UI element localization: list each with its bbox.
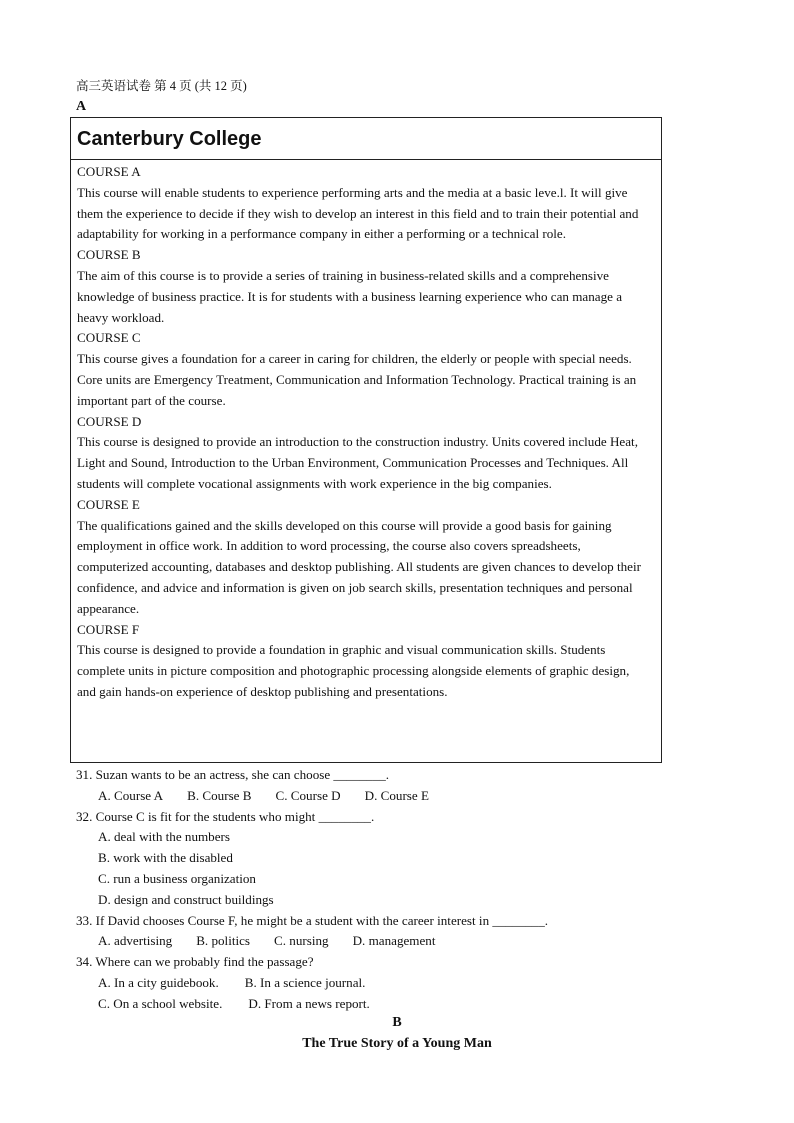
course-c-name: COURSE C xyxy=(77,330,141,346)
question-34: 34. Where can we probably find the passage? xyxy=(76,954,314,970)
question-33: 33. If David chooses Course F, he might be a student with the career interest in ________. xyxy=(76,912,549,928)
course-a-text: This course will enable students to experience performing arts and the media at a basic leve.l. It will give them the experience to decide if they wish to develop an interest in this field and to train their potential and adaptability for working in a performance company in either a performing or a technical role. xyxy=(77,184,639,242)
course-e-text: The qualifications gained and the skills developed on this course will provide a good basis for gaining employment in office work. In addition to word processing, the course also covers spreadsheets, computerized accounting, databases and desktop publishing. All students are given chances to develop their confidence, and advice and information is given on job search skills, presentation techniques and personal appearance. xyxy=(77,517,641,616)
q31-option-b: B. Course B xyxy=(187,787,252,803)
q34-option-c: C. On a school website. xyxy=(98,995,223,1011)
course-e-name: COURSE E xyxy=(77,496,140,512)
question-31-options xyxy=(76,786,676,807)
course-b-name: COURSE B xyxy=(77,247,141,263)
section-b-label: B xyxy=(392,1015,402,1030)
q31-option-a: A. Course A xyxy=(98,787,164,803)
q32-option-a: A. deal with the numbers xyxy=(98,829,230,845)
q33-option-c: C. nursing xyxy=(274,933,329,949)
course-list xyxy=(71,160,661,703)
question-34-options-row1 xyxy=(76,973,676,994)
q32-option-c: C. run a business organization xyxy=(98,870,256,886)
college-title: Canterbury College xyxy=(71,118,661,160)
course-a-name: COURSE A xyxy=(77,164,141,179)
course-f-text: This course is designed to provide a foundation in graphic and visual communication skills. Students complete units in picture composition and photographic processing alongside elements of graphic design, and gain hands-on experience of desktop publishing and presentations. xyxy=(77,642,630,699)
course-f-name: COURSE F xyxy=(77,621,140,637)
q34-option-b: B. In a science journal. xyxy=(244,974,366,990)
course-d-name: COURSE D xyxy=(77,413,142,429)
course-d-text: This course is designed to provide an introduction to the construction industry. Units covered include Heat, Light and Sound, Introduction to the Urban Environment, Communication Processes and Techniques. All students will complete vocational assignments with work experience in the big companies. xyxy=(77,434,638,491)
q33-option-d: D. management xyxy=(352,933,436,949)
question-32: 32. Course C is fit for the students who might ________. xyxy=(76,808,375,824)
q34-option-d: D. From a news report. xyxy=(248,995,370,1011)
q32-option-d: D. design and construct buildings xyxy=(98,891,274,907)
question-32-options xyxy=(76,827,676,910)
passage-b-title: The True Story of a Young Man xyxy=(302,1036,492,1051)
course-b-text: The aim of this course is to provide a series of training in business-related skills and a comprehensive knowledge of business practice. It is for students with a business learning experience who can manage a heavy workload. xyxy=(77,267,623,325)
q32-option-b: B. work with the disabled xyxy=(98,850,233,866)
question-31: 31. Suzan wants to be an actress, she can choose ________. xyxy=(76,767,390,782)
course-c-text: This course gives a foundation for a career in caring for children, the elderly or people with special needs. Core units are Emergency Treatment, Communication and Information Technology. Practical training is an important part of the course. xyxy=(77,351,637,408)
question-34-options-row2 xyxy=(76,994,676,1015)
course-box xyxy=(70,117,662,763)
section-a-label: A xyxy=(76,99,87,114)
question-33-options xyxy=(76,931,676,952)
q34-option-a: A. In a city guidebook. xyxy=(98,974,219,990)
page-header: 高三英语试卷 第 4 页 (共 12 页) xyxy=(76,79,247,93)
q33-option-b: B. politics xyxy=(196,933,251,949)
q31-option-d: D. Course E xyxy=(364,787,429,803)
q31-option-c: C. Course D xyxy=(275,787,341,803)
question-list xyxy=(76,765,676,1015)
q33-option-a: A. advertising xyxy=(98,933,173,949)
